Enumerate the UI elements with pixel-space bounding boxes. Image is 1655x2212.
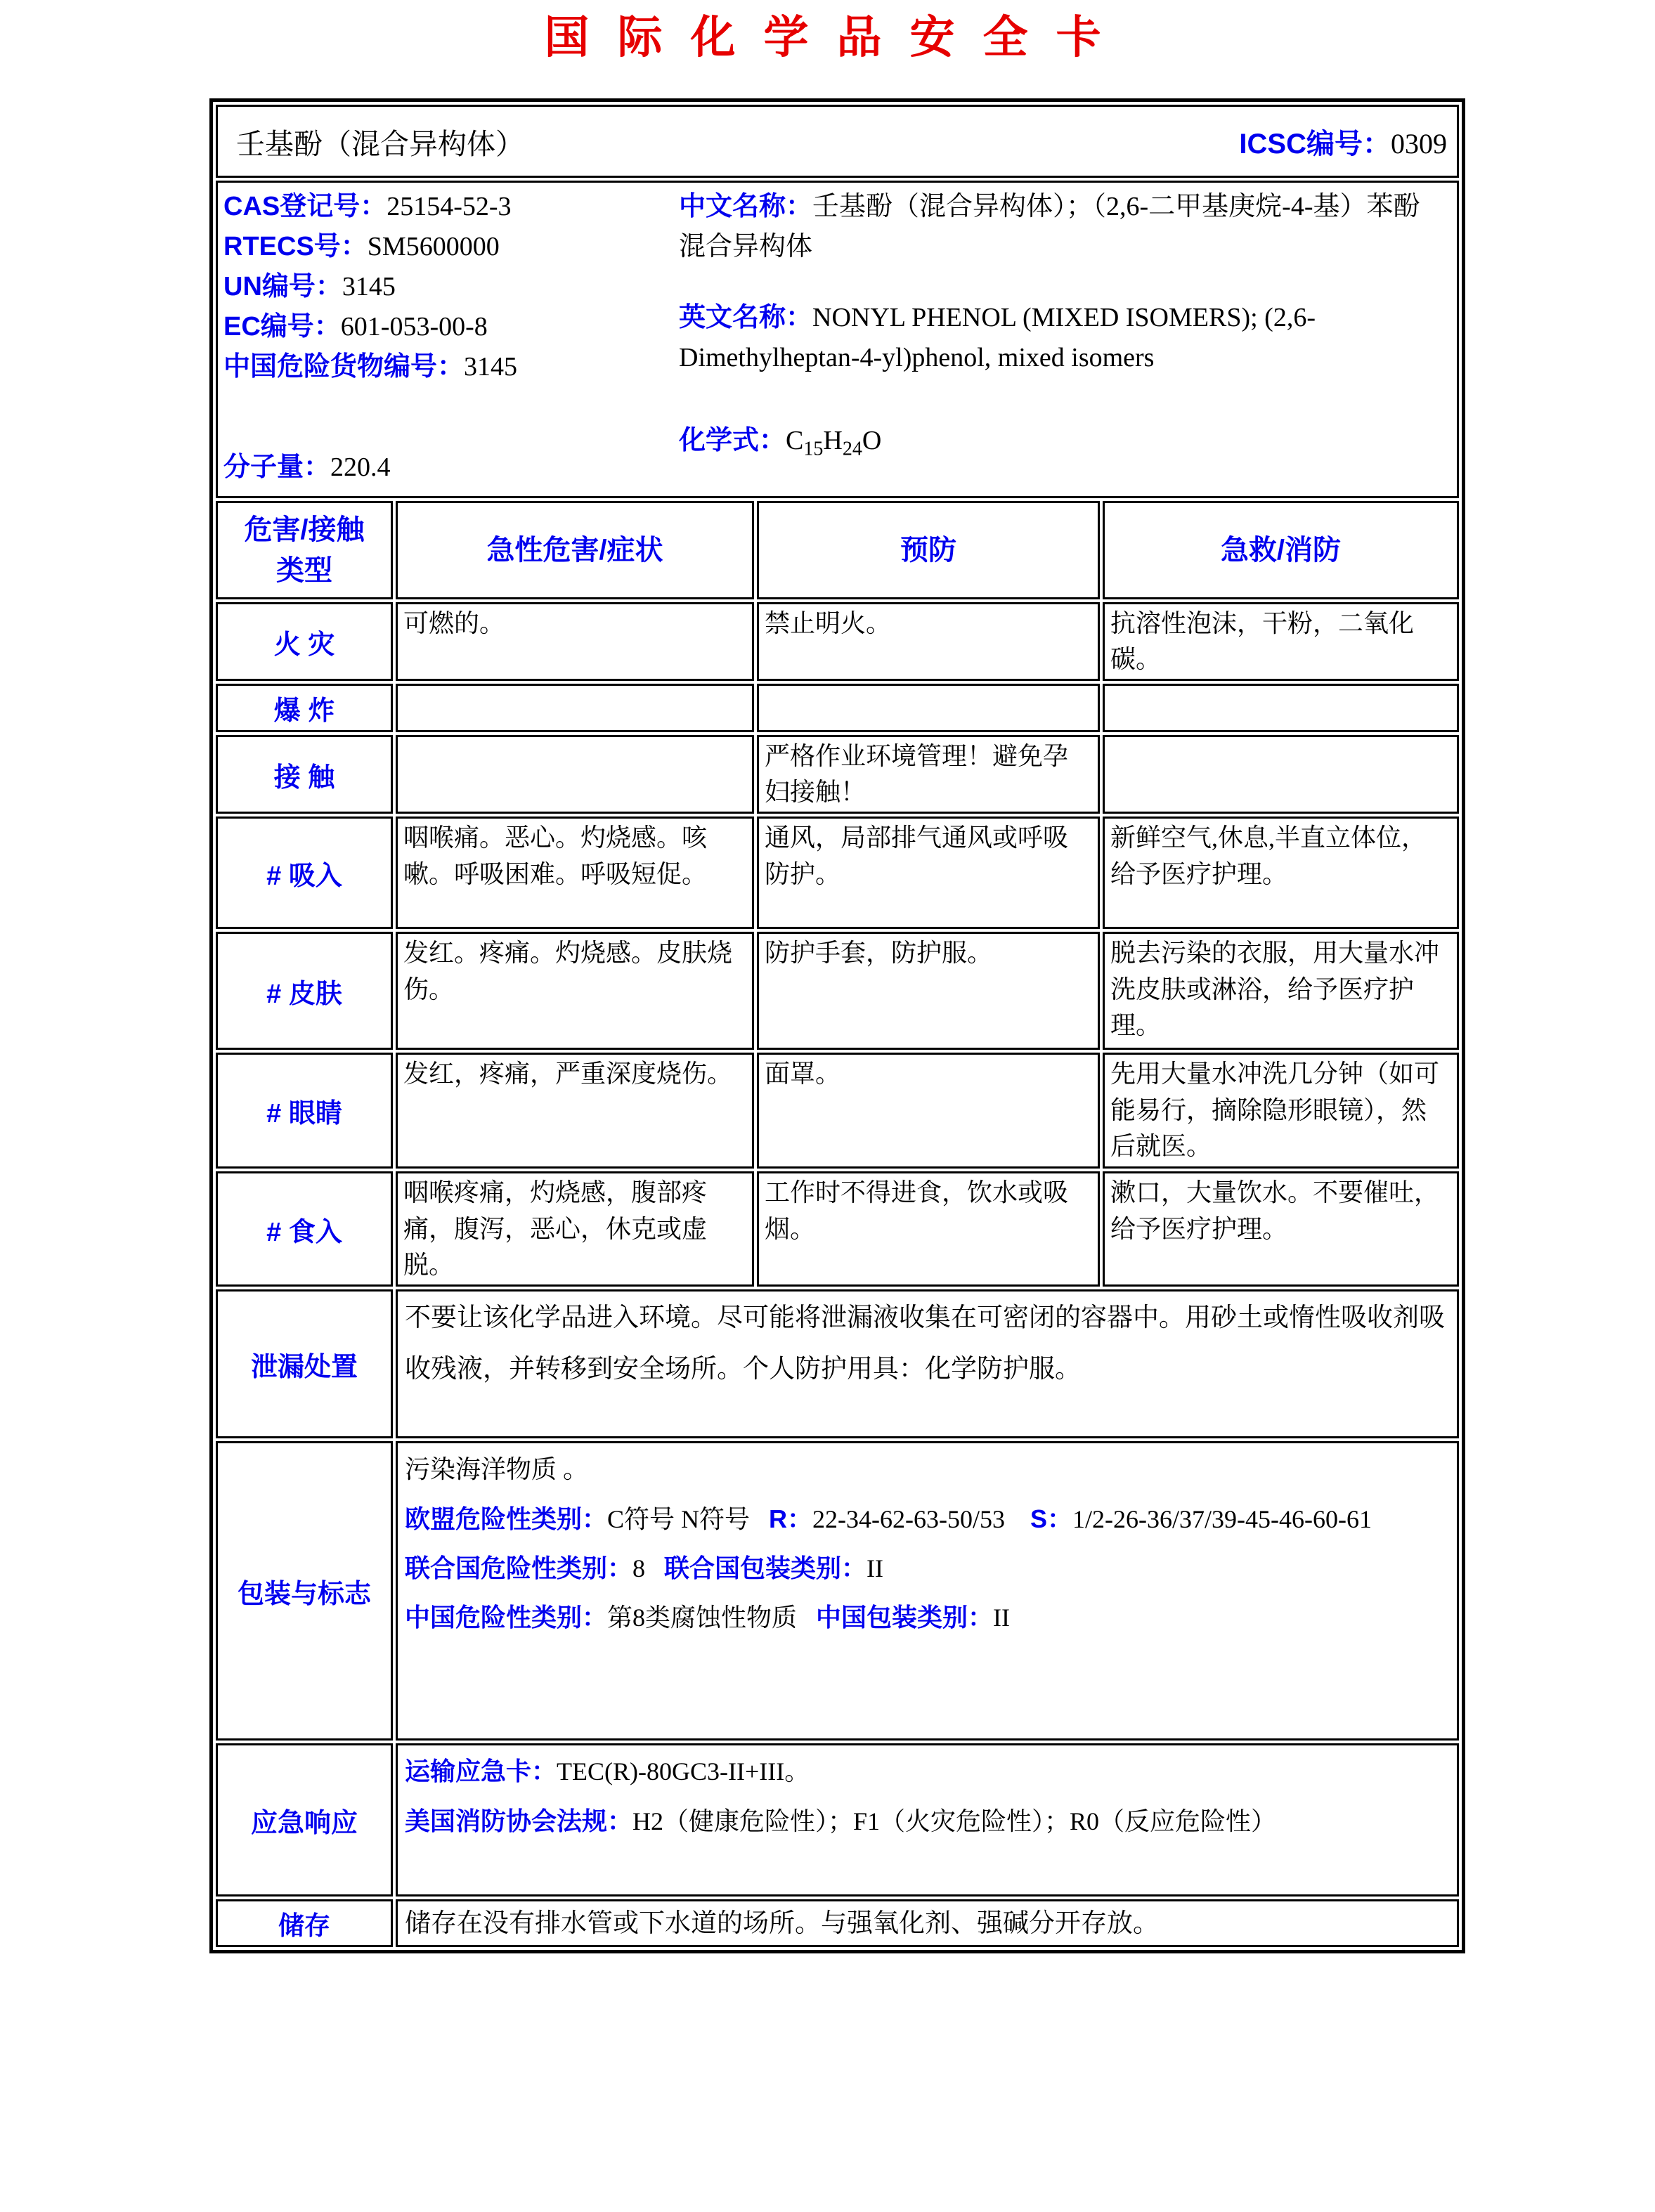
ec-label: EC编号： xyxy=(223,312,341,341)
identity-row xyxy=(216,181,1459,498)
storage-section-row xyxy=(216,1899,1459,1947)
rtecs-label: RTECS号： xyxy=(223,232,368,261)
header-prevention: 预防 xyxy=(757,501,1100,599)
hazard-row-ingestion xyxy=(216,1171,1459,1287)
marine-pollutant-line: 污染海洋物质 。 xyxy=(405,1455,589,1484)
header-symptoms: 急性危害/症状 xyxy=(396,501,754,599)
molecular-weight-value: 220.4 xyxy=(330,453,391,482)
hazard-row-eyes xyxy=(216,1053,1459,1169)
nfpa-label: 美国消防协会法规： xyxy=(405,1806,633,1835)
firstaid-cell: 新鲜空气,休息,半直立体位，给予医疗护理。 xyxy=(1103,817,1459,929)
cas-value: 25154-52-3 xyxy=(387,192,512,221)
un-classification-line xyxy=(405,1544,1450,1593)
un-class-value: 8 xyxy=(632,1554,646,1582)
hazard-type-label: # 食入 xyxy=(216,1171,393,1287)
hazard-row-explosion xyxy=(216,684,1459,732)
cn-pack-label: 中国包装类别： xyxy=(816,1603,994,1632)
cn-class-value: 第8类腐蚀性物质 xyxy=(607,1603,798,1632)
firstaid-cell: 脱去污染的衣服，用大量水冲洗皮肤或淋浴，给予医疗护理。 xyxy=(1103,932,1459,1050)
hazard-row-fire xyxy=(216,602,1459,681)
cn-pack-value: II xyxy=(993,1603,1011,1632)
prevention-cell: 防护手套，防护服。 xyxy=(757,932,1100,1050)
emergency-section-row xyxy=(216,1743,1459,1897)
un-value: 3145 xyxy=(342,272,396,301)
chinese-name-row xyxy=(679,187,1446,267)
transport-card-label: 运输应急卡： xyxy=(405,1757,557,1786)
spill-content: 不要让该化学品进入环境。尽可能将泄漏液收集在可密闭的容器中。用砂土或惰性吸收剂吸收残液，并转移到安全场所。个人防护用具：化学防护服。 xyxy=(396,1289,1459,1438)
nfpa-value: H2（健康危险性）；F1（火灾危险性）；R0（反应危险性） xyxy=(632,1807,1277,1835)
card-header-band xyxy=(216,105,1459,178)
identifier-row-ec xyxy=(223,307,679,347)
page-title: 国际化学品安全卡 xyxy=(544,13,1129,63)
un-pack-value: II xyxy=(867,1554,884,1582)
transport-card-line xyxy=(405,1747,1450,1796)
symptoms-cell: 发红，疼痛，严重深度烧伤。 xyxy=(396,1053,754,1169)
icsc-card xyxy=(209,98,1465,1953)
icsc-label: ICSC编号： xyxy=(1239,128,1391,160)
prevention-cell xyxy=(757,684,1100,732)
hazard-type-label: 接 触 xyxy=(216,735,393,814)
hazard-type-label: 爆 炸 xyxy=(216,684,393,732)
cn-classification-line xyxy=(405,1593,1450,1642)
prevention-cell: 通风，局部排气通风或呼吸防护。 xyxy=(757,817,1100,929)
formula-value: $C_{15}H_{24}O$ xyxy=(786,426,882,460)
names-section xyxy=(679,187,1450,488)
prevention-cell: 禁止明火。 xyxy=(757,602,1100,681)
chinese-name-value: 壬基酚（混合异构体）；（2,6-二甲基庚烷-4-基）苯酚混合异构体 xyxy=(679,192,1420,261)
formula-label: 化学式： xyxy=(679,426,786,456)
hazard-row-inhalation xyxy=(216,817,1459,929)
header-hazard-type: 危害/接触 类型 xyxy=(216,501,393,599)
packaging-section-row xyxy=(216,1441,1459,1741)
card-header-row xyxy=(216,105,1459,178)
cn-dg-value: 3145 xyxy=(464,352,518,382)
english-name-value: NONYL PHENOL (MIXED ISOMERS); (2,6-Dimethylheptan-4-yl)phenol, mixed isomers xyxy=(679,303,1316,372)
cn-class-label: 中国危险性类别： xyxy=(405,1603,608,1632)
symptoms-cell: 咽喉痛。恶心。灼烧感。咳嗽。呼吸困难。呼吸短促。 xyxy=(396,817,754,929)
firstaid-cell xyxy=(1103,735,1459,814)
r-phrases-value: 22-34-62-63-50/53 xyxy=(812,1504,1005,1533)
hazard-type-label: 火 灾 xyxy=(216,602,393,681)
storage-label: 储存 xyxy=(216,1899,393,1947)
r-phrases-label: R： xyxy=(769,1504,813,1533)
icsc-number: 0309 xyxy=(1391,127,1447,160)
cas-label: CAS登记号： xyxy=(223,192,387,221)
hazard-row-exposure xyxy=(216,735,1459,814)
identifier-row-rtecs xyxy=(223,227,679,267)
emergency-content xyxy=(396,1743,1459,1897)
prevention-cell: 面罩。 xyxy=(757,1053,1100,1169)
symptoms-cell: 发红。疼痛。灼烧感。皮肤烧伤。 xyxy=(396,932,754,1050)
molecular-weight-row xyxy=(223,448,679,488)
spill-section-row xyxy=(216,1289,1459,1438)
storage-content: 储存在没有排水管或下水道的场所。与强氧化剂、强碱分开存放。 xyxy=(396,1899,1459,1947)
substance-name: 壬基酚（混合异构体） xyxy=(236,127,524,160)
english-name-row xyxy=(679,298,1446,378)
symptoms-cell xyxy=(396,684,754,732)
prevention-cell: 工作时不得进食，饮水或吸烟。 xyxy=(757,1171,1100,1287)
prevention-cell: 严格作业环境管理！避免孕妇接触！ xyxy=(757,735,1100,814)
eu-class-label: 欧盟危险性类别： xyxy=(405,1504,608,1533)
eu-class-value: C符号 N符号 xyxy=(607,1504,751,1533)
firstaid-cell: 漱口，大量饮水。不要催吐，给予医疗护理。 xyxy=(1103,1171,1459,1287)
rtecs-value: SM5600000 xyxy=(367,232,500,261)
hazard-table-header-row xyxy=(216,501,1459,599)
emergency-label: 应急响应 xyxy=(216,1743,393,1897)
icsc-number-group xyxy=(1239,122,1447,162)
hazard-type-label: # 吸入 xyxy=(216,817,393,929)
chinese-name-label: 中文名称： xyxy=(679,192,813,221)
formula-row xyxy=(679,418,1446,461)
english-name-label: 英文名称： xyxy=(679,303,813,332)
packaging-content xyxy=(396,1441,1459,1741)
s-phrases-label: S： xyxy=(1030,1504,1073,1533)
symptoms-cell: 咽喉疼痛，灼烧感，腹部疼痛，腹泻，恶心，休克或虚脱。 xyxy=(396,1171,754,1287)
identity-band xyxy=(216,181,1459,498)
firstaid-cell xyxy=(1103,684,1459,732)
spill-label: 泄漏处置 xyxy=(216,1289,393,1438)
symptoms-cell: 可燃的。 xyxy=(396,602,754,681)
symptoms-cell xyxy=(396,735,754,814)
identifier-row-cas xyxy=(223,187,679,227)
eu-classification-line xyxy=(405,1495,1450,1544)
un-class-label: 联合国危险性类别： xyxy=(405,1553,633,1582)
hazard-row-skin xyxy=(216,932,1459,1050)
molecular-weight-label: 分子量： xyxy=(223,453,331,482)
ec-value: 601-053-00-8 xyxy=(340,312,488,341)
s-phrases-value: 1/2-26-36/37/39-45-46-60-61 xyxy=(1072,1504,1372,1533)
packaging-label: 包装与标志 xyxy=(216,1441,393,1741)
header-firstaid: 急救/消防 xyxy=(1103,501,1459,599)
un-pack-label: 联合国包装类别： xyxy=(664,1553,867,1582)
firstaid-cell: 先用大量水冲洗几分钟（如可能易行，摘除隐形眼镜），然后就医。 xyxy=(1103,1053,1459,1169)
nfpa-line xyxy=(405,1797,1450,1846)
un-label: UN编号： xyxy=(223,272,342,301)
firstaid-cell: 抗溶性泡沫，干粉，二氧化碳。 xyxy=(1103,602,1459,681)
transport-card-value: TEC(R)-80GC3-II+III。 xyxy=(557,1757,810,1786)
hazard-type-label: # 皮肤 xyxy=(216,932,393,1050)
identifiers-section xyxy=(223,187,679,488)
hazard-type-label: # 眼睛 xyxy=(216,1053,393,1169)
identifier-row-cn-dg xyxy=(223,347,679,387)
cn-dg-label: 中国危险货物编号： xyxy=(223,352,465,382)
identifier-row-un xyxy=(223,267,679,307)
